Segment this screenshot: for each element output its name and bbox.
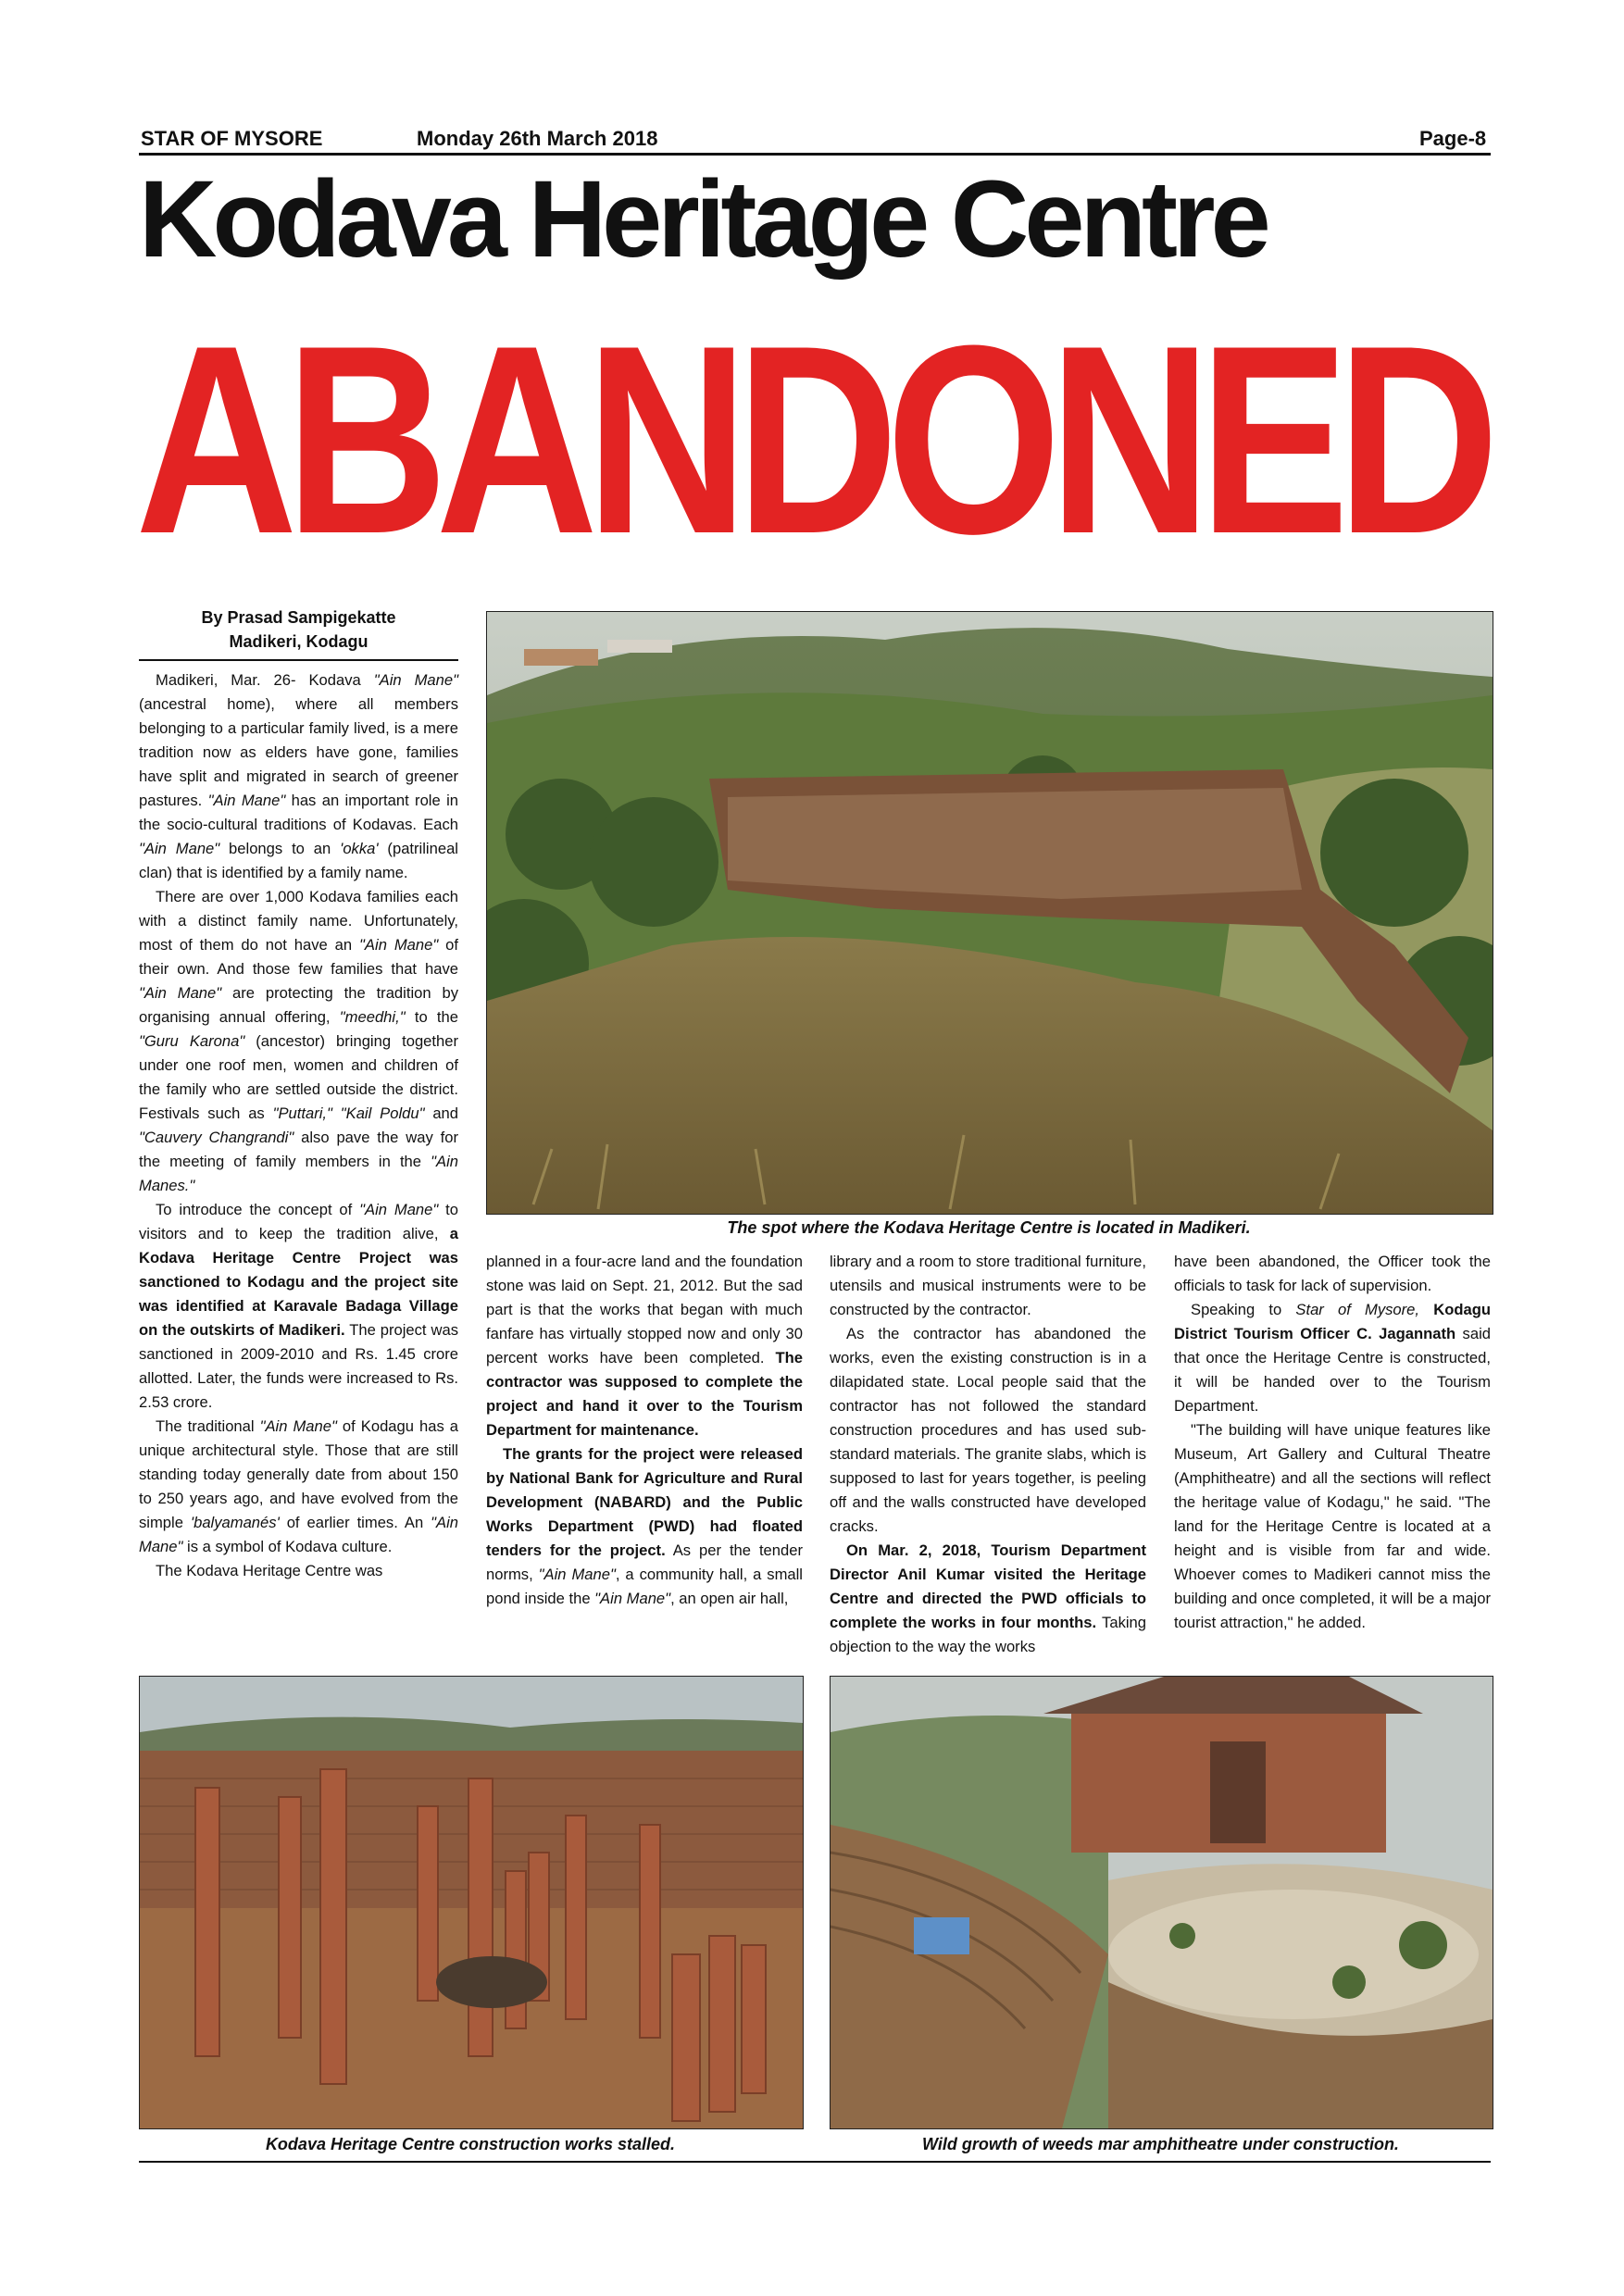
bottom-left-caption: Kodava Heritage Centre construction works stalled. <box>265 2135 676 2153</box>
hillside-construction-site-image <box>487 612 1493 1214</box>
bottom-right-caption: Wild growth of weeds mar amphitheatre under construction. <box>922 2135 1399 2153</box>
article-column-3 <box>830 1250 1146 1659</box>
paragraph: Madikeri, Mar. 26- Kodava "Ain Mane" (ancestral home), where all members belonging to a particular family lived, is a mere tradition now as elders have gone, families have split and migrated in search of greener pastures. "Ain Mane" has an important role in the socio-cultural traditions of Kodavas. Each "Ain Mane" belongs to an 'okka' (patrilineal clan) that is identified by a family name. <box>139 671 458 881</box>
masthead-rule <box>139 153 1491 156</box>
paragraph: To introduce the concept of "Ain Mane" to visitors and to keep the tradition alive, a Kodava Heritage Centre Project was sanctioned to Kodagu and the project site was identified at Karavale Badaga Village on the outskirts of Madikeri. The project was sanctioned in 2009-2010 and Rs. 1.45 crore allotted. Later, the funds were increased to Rs. 2.53 crore. <box>139 1201 458 1411</box>
paragraph: The traditional "Ain Mane" of Kodagu has a unique architectural style. Those that are still standing today generally date from about 150 to 250 years ago, and have evolved from the simple 'balyamanés' of earlier times. An "Ain Mane" is a symbol of Kodava culture. <box>139 1417 459 1555</box>
footer-rule <box>139 2161 1491 2163</box>
paragraph: The Kodava Heritage Centre was <box>156 1562 383 1579</box>
page-number: Page-8 <box>1419 127 1487 150</box>
paragraph: Speaking to Star of Mysore, Kodagu District Tourism Officer C. Jagannath said that once the Heritage Centre is constructed, it will be handed over to the Tourism Department. <box>1174 1301 1491 1415</box>
article-column-4 <box>1174 1250 1491 1635</box>
paragraph: have been abandoned, the Officer took the officials to task for lack of supervision. <box>1174 1253 1491 1294</box>
paragraph: As the contractor has abandoned the works, even the existing construction is in a dilapidated state. Local people said that the contractor has not followed the standard construction procedures and has used sub-standard materials. The granite slabs, which is supposed to last for years together, is peeling off and the walls constructed have developed cracks. <box>830 1325 1146 1535</box>
main-photo <box>486 611 1493 1215</box>
main-photo-caption: The spot where the Kodava Heritage Centre is located in Madikeri. <box>727 1218 1251 1237</box>
paragraph: planned in a four-acre land and the foundation stone was laid on Sept. 21, 2012. But the sad part is that the works that began with much fanfare has virtually stopped now and only 30 percent works have been completed. The contractor was supposed to complete the project and hand it over to the Tourism Department for maintenance. <box>486 1253 803 1439</box>
paragraph: There are over 1,000 Kodava families each with a distinct family name. Unfortunately, most of them do not have an "Ain Mane" of their own. And those few families that have "Ain Mane" are protecting the tradition by organising annual offering, "meedhi," to the "Guru Karona" (ancestor) bringing together under one roof men, women and children of the family who are settled outside the district. Festivals such as "Puttari," "Kail Poldu" and "Cauvery Changrandi" also pave the way for the meeting of family members in the "Ain Manes." <box>139 888 459 1194</box>
issue-date: Monday 26th March 2018 <box>417 127 658 150</box>
article-column-1 <box>139 668 458 1583</box>
paragraph: library and a room to store traditional furniture, utensils and musical instruments were to be constructed by the contractor. <box>830 1253 1146 1318</box>
headline-line-1: Kodava Heritage Centre <box>139 158 1267 281</box>
headline-line-2: ABANDONED <box>135 290 1487 590</box>
paragraph: The grants for the project were released by National Bank for Agriculture and Rural Development (NABARD) and the Public Works Department (PWD) had floated tenders for the project. As per the tender norms, "Ain Mane", a community hall, a small pond inside the "Ain Mane", an open air hall, <box>486 1445 803 1607</box>
byline-rule <box>139 659 458 661</box>
paragraph: "The building will have unique features like Museum, Art Gallery and Cultural Theatre (Amphitheatre) and all the sections will reflect the heritage value of Kodagu," he said. "The land for the Heritage Centre is located at a height and is visible from far and wide. Whoever comes to Madikeri cannot miss the building and once completed, it will be a major tourist attraction," he added. <box>1174 1421 1491 1631</box>
bottom-right-photo <box>830 1676 1493 2129</box>
amphitheatre-weeds-image <box>831 1677 1493 2128</box>
paragraph: On Mar. 2, 2018, Tourism Department Director Anil Kumar visited the Heritage Centre and directed the PWD officials to complete the works in four months. Taking objection to the way the works <box>830 1541 1147 1655</box>
article-column-2 <box>486 1250 803 1611</box>
bottom-left-photo <box>139 1676 804 2129</box>
byline <box>139 605 458 654</box>
paper-name: STAR OF MYSORE <box>141 127 323 150</box>
byline-author: By Prasad Sampigekatte <box>201 608 396 627</box>
byline-location: Madikeri, Kodagu <box>229 632 369 651</box>
stalled-pillars-image <box>140 1677 803 2128</box>
